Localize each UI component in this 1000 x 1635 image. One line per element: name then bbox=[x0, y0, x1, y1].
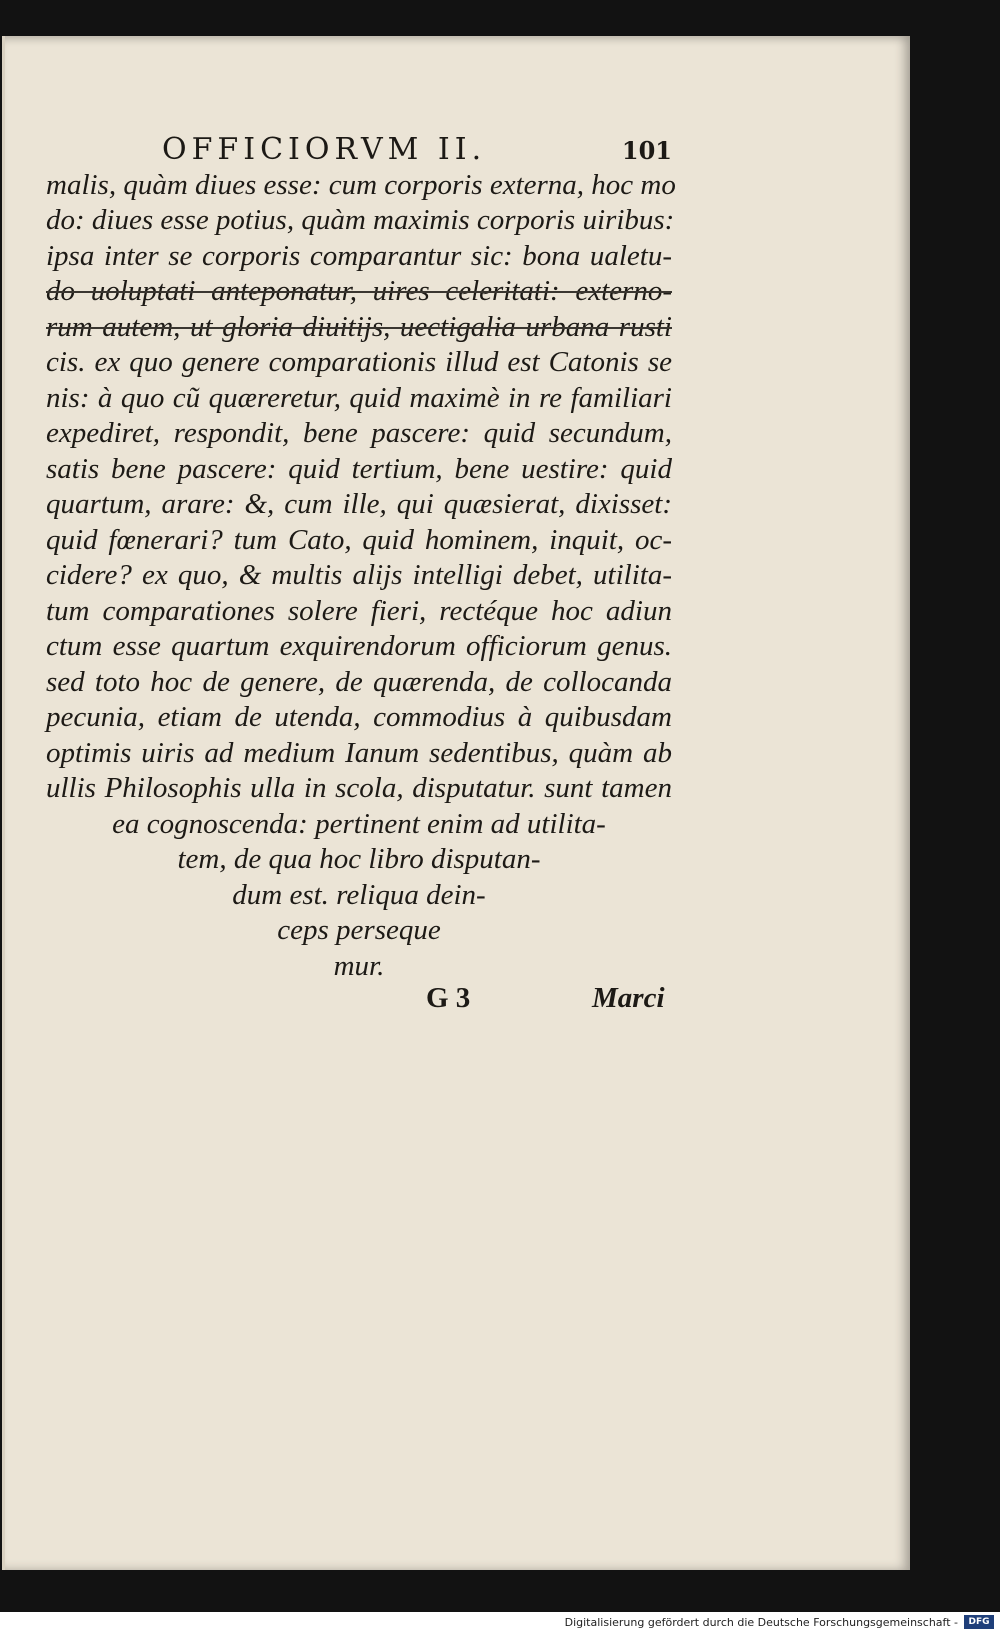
text-line: ullis Philosophis ulla in scola, disputatur. sunt tamen bbox=[46, 772, 672, 804]
tail-line: ea cognoscenda: pertinent enim ad utilita- bbox=[112, 808, 606, 840]
book-page bbox=[2, 36, 910, 1570]
text-line: ipsa inter se corporis comparantur sic: bona ualetu- bbox=[46, 240, 672, 272]
page-number: 101 bbox=[621, 136, 672, 165]
tail-line: ceps perseque bbox=[277, 914, 441, 946]
text-line: cidere? ex quo, & multis alijs intelligi debet, utilita- bbox=[46, 559, 672, 591]
text-line: do: diues esse potius, quàm maximis corporis uiribus: bbox=[46, 204, 675, 236]
text-line: pecunia, etiam de utenda, commodius à quibusdam bbox=[46, 701, 672, 733]
catchword: Marci bbox=[592, 982, 665, 1014]
text-line: tum comparationes solere fieri, rectéque hoc adiun bbox=[46, 595, 672, 627]
text-line-struck: do uoluptati anteponatur, uires celeritati: externo- bbox=[46, 275, 672, 307]
footer-credit: Digitalisierung gefördert durch die Deutsche Forschungsgemeinschaft - bbox=[564, 1616, 958, 1629]
page-edge bbox=[2, 36, 5, 1570]
text-line: cis. ex quo genere comparationis illud est Catonis se bbox=[46, 346, 672, 378]
text-line: satis bene pascere: quid tertium, bene uestire: quid bbox=[46, 453, 672, 485]
tail-line: mur. bbox=[333, 950, 385, 982]
text-line: optimis uiris ad medium Ianum sedentibus, quàm ab bbox=[46, 737, 672, 769]
tail-line: tem, de qua hoc libro disputan- bbox=[177, 843, 541, 875]
text-line: nis: à quo cũ quæreretur, quid maximè in re familiari bbox=[46, 382, 672, 414]
text-line: malis, quàm diues esse: cum corporis externa, hoc mo bbox=[46, 169, 676, 201]
text-line-struck: rum autem, ut gloria diuitijs, uectigalia urbana rusti bbox=[46, 311, 672, 343]
signature-mark: G 3 bbox=[426, 982, 471, 1014]
dfg-logo: DFG bbox=[964, 1615, 994, 1629]
running-head bbox=[152, 132, 672, 172]
text-line: quartum, arare: &, cum ille, qui quæsierat, dixisset: bbox=[46, 488, 672, 520]
tail-line: dum est. reliqua dein- bbox=[232, 879, 486, 911]
text-line: expediret, respondit, bene pascere: quid secundum, bbox=[46, 417, 672, 449]
text-line: quid fœnerari? tum Cato, quid hominem, inquit, oc- bbox=[46, 524, 672, 556]
running-title: OFFICIORVM II. bbox=[162, 132, 487, 167]
text-line: ctum esse quartum exquirendorum officiorum genus. bbox=[46, 630, 672, 662]
text-line: sed toto hoc de genere, de quærenda, de collocanda bbox=[46, 666, 672, 698]
footer-bar bbox=[0, 1612, 1000, 1635]
